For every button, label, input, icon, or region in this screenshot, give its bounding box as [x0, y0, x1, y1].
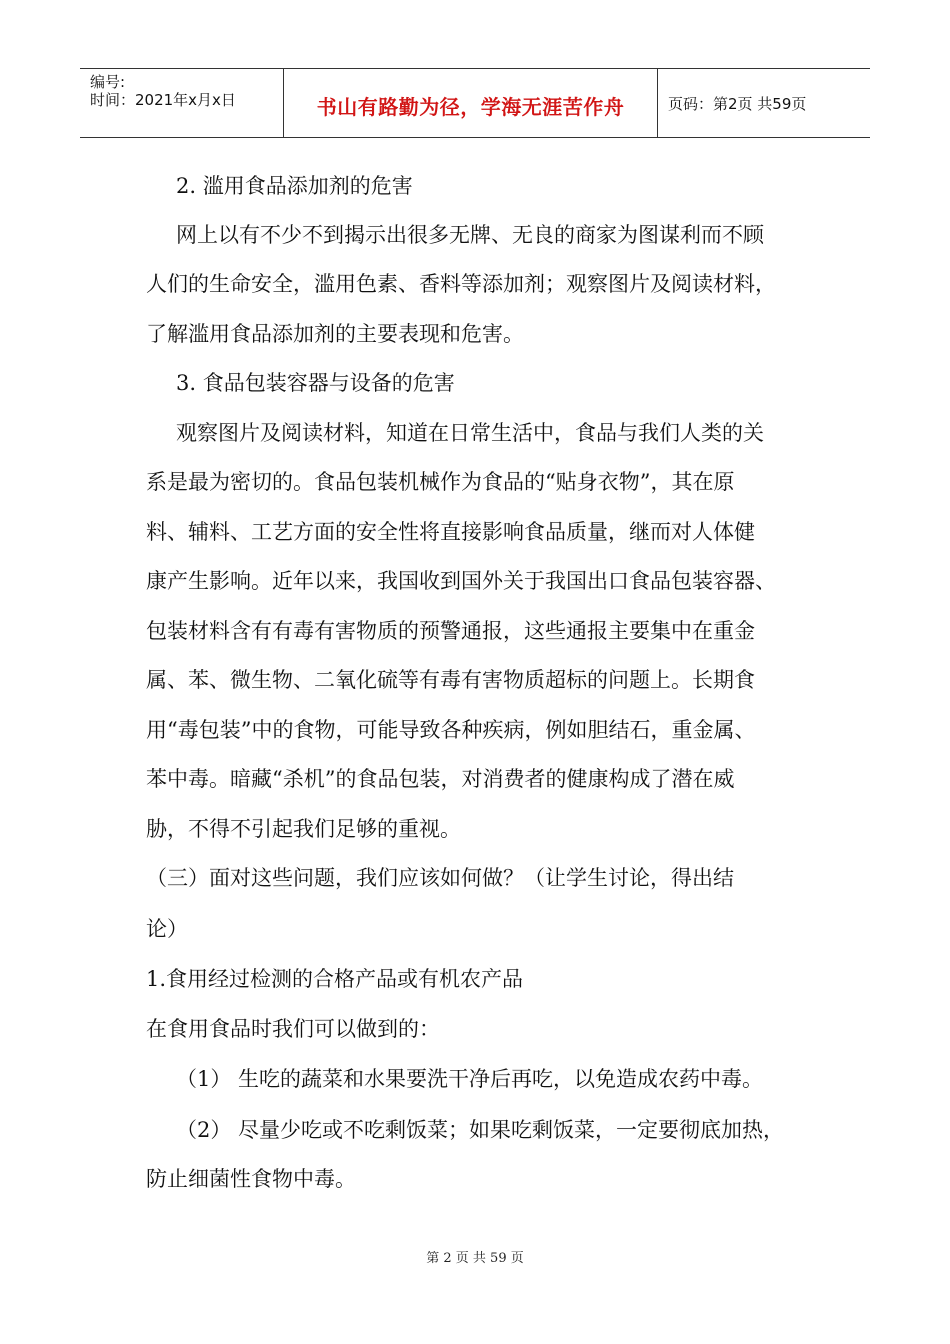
- paragraph-line: 系是最为密切的。食品包装机械作为食品的“贴身衣物”，其在原: [146, 470, 735, 494]
- header-page-cell: [658, 69, 870, 137]
- paragraph-line: 苯中毒。暗藏“杀机”的食品包装，对消费者的健康构成了潜在威: [146, 767, 735, 791]
- section-heading: 1.食用经过检测的合格产品或有机农产品: [146, 967, 524, 991]
- document-time: 时间：2021年x月x日: [90, 91, 236, 109]
- section-heading: 3. 食品包装容器与设备的危害: [176, 371, 455, 395]
- header-info-cell: [80, 69, 284, 137]
- paragraph-line: 了解滥用食品添加剂的主要表现和危害。: [146, 322, 524, 346]
- document-number: 编号:: [90, 73, 126, 91]
- header-page-number: 页码：第2页 共59页: [668, 95, 807, 113]
- paragraph-line: 防止细菌性食物中毒。: [146, 1167, 356, 1191]
- list-item: （1） 生吃的蔬菜和水果要洗干净后再吃，以免造成农药中毒。: [176, 1067, 764, 1091]
- paragraph-line: 包装材料含有有毒有害物质的预警通报，这些通报主要集中在重金: [146, 619, 755, 643]
- header-motto: 书山有路勤为径，学海无涯苦作舟: [316, 95, 625, 119]
- section-heading: （三）面对这些问题，我们应该如何做？（让学生讨论，得出结: [146, 866, 734, 890]
- paragraph-line: 胁，不得不引起我们足够的重视。: [146, 817, 461, 841]
- section-heading: 2. 滥用食品添加剂的危害: [176, 174, 413, 198]
- paragraph-line: 人们的生命安全，滥用色素、香料等添加剂；观察图片及阅读材料，: [146, 272, 776, 296]
- paragraph-line: 网上以有不少不到揭示出很多无牌、无良的商家为图谋利而不顾: [176, 223, 764, 247]
- footer-page-number: 第 2 页 共 59 页: [426, 1251, 524, 1266]
- list-item: （2） 尽量少吃或不吃剩饭菜；如果吃剩饭菜，一定要彻底加热，: [176, 1118, 785, 1142]
- paragraph-line: 在食用食品时我们可以做到的：: [146, 1017, 440, 1041]
- paragraph-line: 属、苯、微生物、二氧化硫等有毒有害物质超标的问题上。长期食: [146, 668, 755, 692]
- paragraph-line: 观察图片及阅读材料，知道在日常生活中，食品与我们人类的关: [176, 421, 764, 445]
- paragraph-line: 论）: [146, 917, 188, 941]
- header-table: [80, 68, 870, 138]
- header-motto-cell: [284, 69, 658, 137]
- paragraph-line: 用“毒包装”中的食物，可能导致各种疾病，例如胆结石，重金属、: [146, 718, 756, 742]
- paragraph-line: 康产生影响。近年以来，我国收到国外关于我国出口食品包装容器、: [146, 569, 776, 593]
- paragraph-line: 料、辅料、工艺方面的安全性将直接影响食品质量，继而对人体健: [146, 520, 755, 544]
